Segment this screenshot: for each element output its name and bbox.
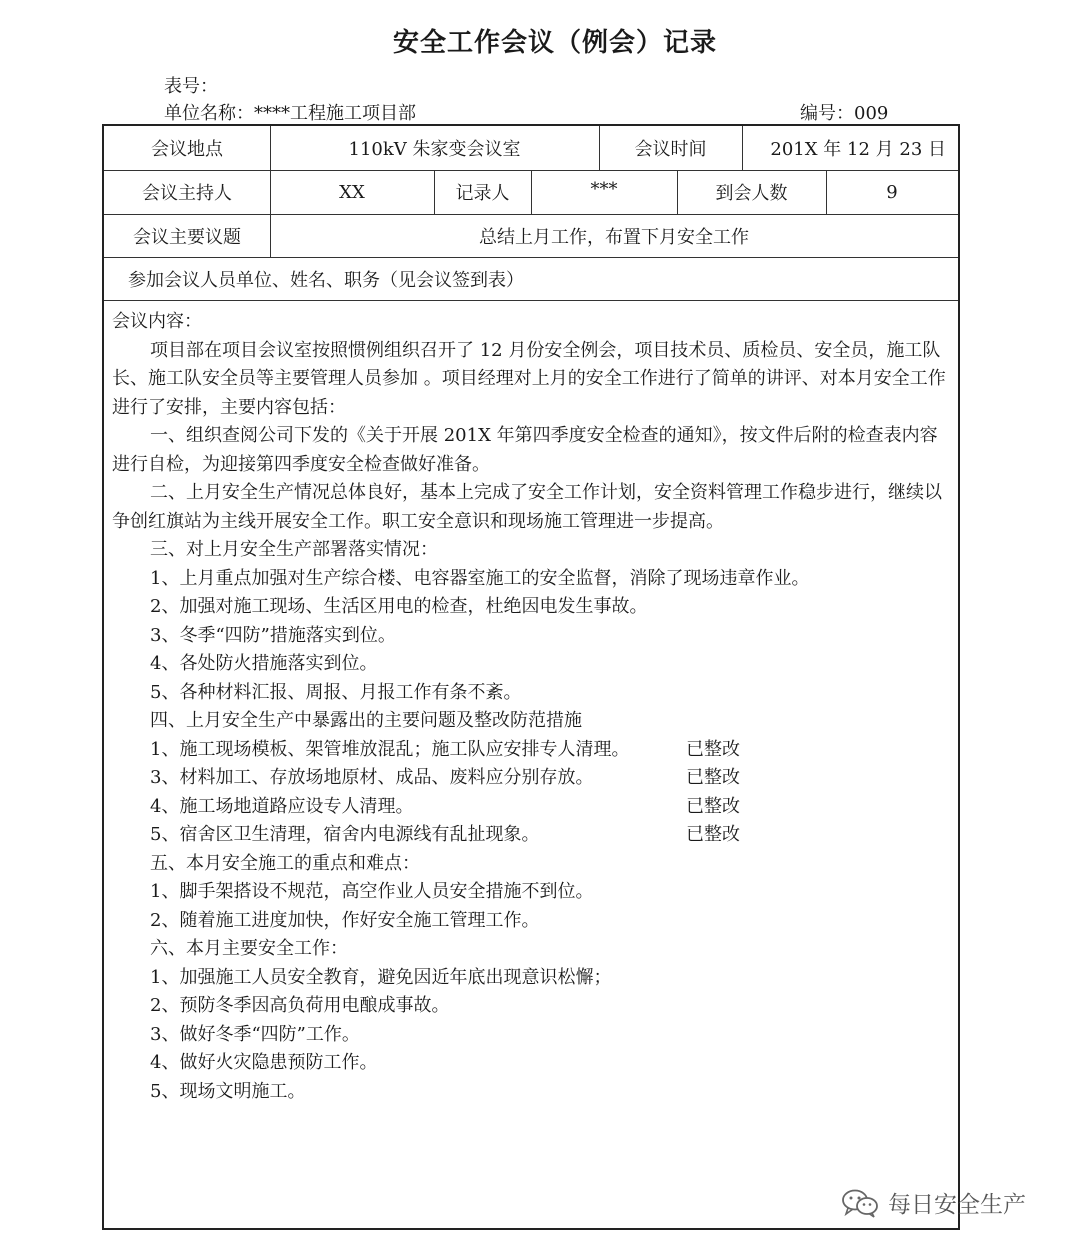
list-item: 2、预防冬季因高负荷用电酿成事故。 xyxy=(150,995,450,1016)
location-label: 会议地点 xyxy=(151,139,223,160)
issue-row xyxy=(112,821,950,850)
list-item: 5、各种材料汇报、周报、月报工作有条不紊。 xyxy=(150,681,522,703)
issue-text: 4、施工场地道路应设专人清理。 xyxy=(150,795,414,817)
issue-status: 已整改 xyxy=(686,767,740,788)
topic-value: 总结上月工作，布置下月安全工作 xyxy=(479,226,749,248)
recorder-label: 记录人 xyxy=(455,183,510,204)
location-value: 110kV 朱家变会议室 xyxy=(348,139,521,160)
host-label: 会议主持人 xyxy=(142,183,232,204)
list-item: 1、加强施工人员安全教育，避免因近年底出现意识松懈； xyxy=(150,966,612,988)
issue-row xyxy=(112,793,950,822)
issue-status: 已整改 xyxy=(686,795,740,817)
list-item: 5、现场文明施工。 xyxy=(150,1080,306,1102)
attendees-label: 到会人数 xyxy=(715,183,788,204)
watermark xyxy=(840,1186,1026,1219)
issue-row xyxy=(112,736,950,765)
section-5-title: 五、本月安全施工的重点和难点： xyxy=(150,852,420,874)
list-item: 4、各处防火措施落实到位。 xyxy=(150,653,378,674)
recorder-value: *** xyxy=(590,178,618,200)
section-6-title: 六、本月主要安全工作： xyxy=(150,938,348,959)
topic-label: 会议主要议题 xyxy=(133,226,241,248)
row-divider xyxy=(104,300,958,301)
list-item: 4、做好火灾隐患预防工作。 xyxy=(150,1052,378,1073)
issue-status: 已整改 xyxy=(686,824,740,845)
watermark-text: 每日安全生产 xyxy=(888,1192,1026,1218)
list-item: 3、冬季“四防”措施落实到位。 xyxy=(150,624,396,646)
section-3-title: 三、对上月安全生产部署落实情况： xyxy=(150,539,438,560)
unit-name-label: 单位名称：****工程施工项目部 xyxy=(164,103,416,124)
form-number-label: 表号： xyxy=(164,76,218,97)
meeting-content xyxy=(112,308,950,1106)
document-title: 安全工作会议（例会）记录 xyxy=(392,28,717,58)
list-item: 2、随着施工进度加快，作好安全施工管理工作。 xyxy=(150,909,540,931)
list-item: 3、做好冬季“四防”工作。 xyxy=(150,1023,360,1045)
host-value: XX xyxy=(339,181,365,203)
participants-note: 参加会议人员单位、姓名、职务（见会议签到表） xyxy=(128,269,524,291)
time-value: 201X 年 12 月 23 日 xyxy=(770,139,946,160)
section-1: 一、组织查阅公司下发的《关于开展 201X 年第四季度安全检查的通知》，按文件后附的检查表内容进行自检，为迎接第四季度安全检查做好准备。 xyxy=(112,425,938,475)
content-heading: 会议内容： xyxy=(112,311,202,332)
section-4-title: 四、上月安全生产中暴露出的主要问题及整改防范措施 xyxy=(150,710,582,731)
wechat-icon xyxy=(840,1188,880,1218)
issue-text: 1、施工现场模板、架管堆放混乱；施工队应安排专人清理。 xyxy=(150,738,630,760)
serial-number-label: 编号：009 xyxy=(800,103,889,124)
issue-status: 已整改 xyxy=(686,738,740,760)
issue-text: 3、材料加工、存放场地原材、成品、废料应分别存放。 xyxy=(150,767,594,788)
content-intro: 项目部在项目会议室按照惯例组织召开了 12 月份安全例会，项目技术员、质检员、安全员，施工队长、施工队安全员等主要管理人员参加 。项目经理对上月的安全工作进行了简单的讲评、对本月安全工作进行了安排，主要内容包括： xyxy=(112,339,946,418)
time-label: 会议时间 xyxy=(634,139,707,160)
attendees-value: 9 xyxy=(886,181,898,203)
issue-text: 5、宿舍区卫生清理，宿舍内电源线有乱扯现象。 xyxy=(150,824,540,845)
meeting-record-table xyxy=(102,124,960,1230)
section-2: 二、上月安全生产情况总体良好，基本上完成了安全工作计划，安全资料管理工作稳步进行，继续以争创红旗站为主线开展安全工作。职工安全意识和现场施工管理进一步提高。 xyxy=(112,482,942,532)
list-item: 2、加强对施工现场、生活区用电的检查，杜绝因电发生事故。 xyxy=(150,596,648,617)
list-item: 1、上月重点加强对生产综合楼、电容器室施工的安全监督，消除了现场违章作业。 xyxy=(150,567,810,589)
issue-row xyxy=(112,764,950,793)
list-item: 1、脚手架搭设不规范，高空作业人员安全措施不到位。 xyxy=(150,881,594,902)
